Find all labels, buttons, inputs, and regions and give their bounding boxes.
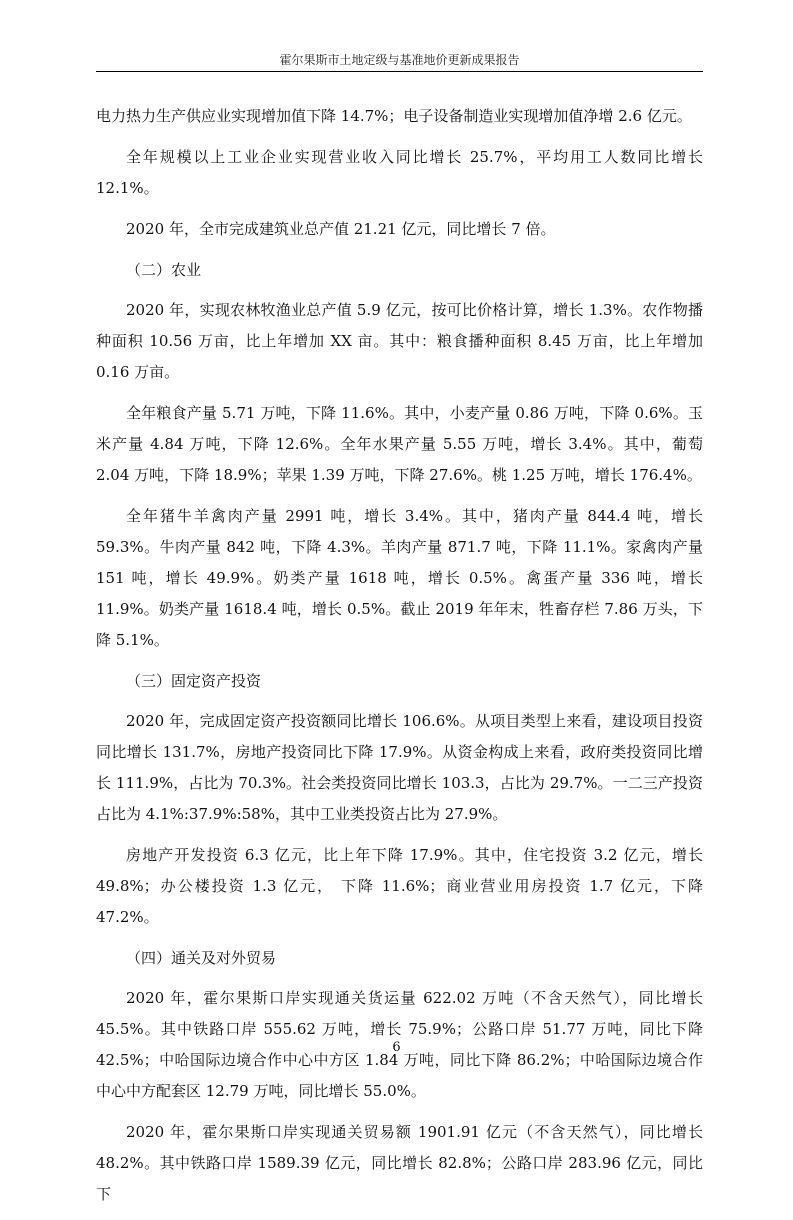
header-divider [96, 71, 703, 72]
paragraph-grain-fruit: 全年粮食产量 5.71 万吨，下降 11.6%。其中，小麦产量 0.86 万吨，下降 0.6%。玉米产量 4.84 万吨，下降 12.6%。全年水果产量 5.55 万吨，增长 3.4%。其中，葡萄 2.04 万吨，下降 18.9%；苹果 1.39 万吨，下降 27.6%。桃 1.25 万吨，增长 176.4%。 [96, 404, 703, 484]
paragraph-cargo-volume: 2020 年，霍尔果斯口岸实现通关货运量 622.02 万吨（不含天然气），同比增长 45.5%。其中铁路口岸 555.62 万吨，增长 75.9%；公路口岸 51.77 万吨，同比下降 42.5%；中哈国际边境合作中心中方区 1.84 万吨，同比下降 86.2%；中哈国际边境合作中心中方配套区 12.79 万吨，同比增长 55.0%。 [96, 989, 703, 1100]
paragraph-investment-growth: 2020 年，完成固定资产投资额同比增长 106.6%。从项目类型上来看，建设项目投资同比增长 131.7%，房地产投资同比下降 17.9%。从资金构成上来看，政府类投资同比增长 111.9%，占比为 70.3%。社会类投资同比增长 103.3，占比为 29.7%。一二三产投资占比为 4.1%:37.9%:58%，其中工业类投资占比为 27.9%。 [96, 712, 703, 823]
paragraph-industry-revenue: 全年规模以上工业企业实现营业收入同比增长 25.7%，平均用工人数同比增长 12.1%。 [96, 148, 703, 197]
paragraph-trade-value: 2020 年，霍尔果斯口岸实现通关贸易额 1901.91 亿元（不含天然气），同比增长 48.2%。其中铁路口岸 1589.39 亿元，同比增长 82.8%；公路口岸 283.96 亿元，同比下 [96, 1123, 703, 1203]
paragraph-construction: 2020 年，全市完成建筑业总产值 21.21 亿元，同比增长 7 倍。 [126, 220, 556, 238]
section-heading-fixed-investment: （三）固定资产投资 [126, 672, 262, 690]
page-number: 6 [392, 1040, 401, 1055]
section-heading-customs-trade: （四）通关及对外贸易 [126, 949, 277, 967]
paragraph-agriculture-output: 2020 年，实现农林牧渔业总产值 5.9 亿元，按可比价格计算，增长 1.3%。农作物播种面积 10.56 万亩，比上年增加 XX 亩。其中：粮食播种面积 8.45 万亩，比上年增加 0.16 万亩。 [96, 301, 703, 381]
section-heading-agriculture: （二）农业 [126, 261, 202, 279]
paragraph-meat-dairy: 全年猪牛羊禽肉产量 2991 吨，增长 3.4%。其中，猪肉产量 844.4 吨，增长 59.3%。牛肉产量 842 吨，下降 4.3%。羊肉产量 871.7 吨，下降 11.1%。家禽肉产量 151 吨，增长 49.9%。奶类产量 1618 吨，增长 0.5%。禽蛋产量 336 吨，增长 11.9%。奶类产量 1618.4 吨，增长 0.5%。截止 2019 年年末，牲畜存栏 7.86 万头，下降 5.1%。 [96, 507, 703, 649]
paragraph-industry-continued: 电力热力生产供应业实现增加值下降 14.7%；电子设备制造业实现增加值净增 2.6 亿元。 [96, 107, 692, 125]
paragraph-real-estate: 房地产开发投资 6.3 亿元，比上年下降 17.9%。其中，住宅投资 3.2 亿元，增长 49.8%；办公楼投资 1.3 亿元， 下降 11.6%；商业营业用房投资 1.7 亿元，下降 47.2%。 [96, 846, 703, 926]
running-header: 霍尔果斯市土地定级与基准地价更新成果报告 [279, 53, 520, 67]
